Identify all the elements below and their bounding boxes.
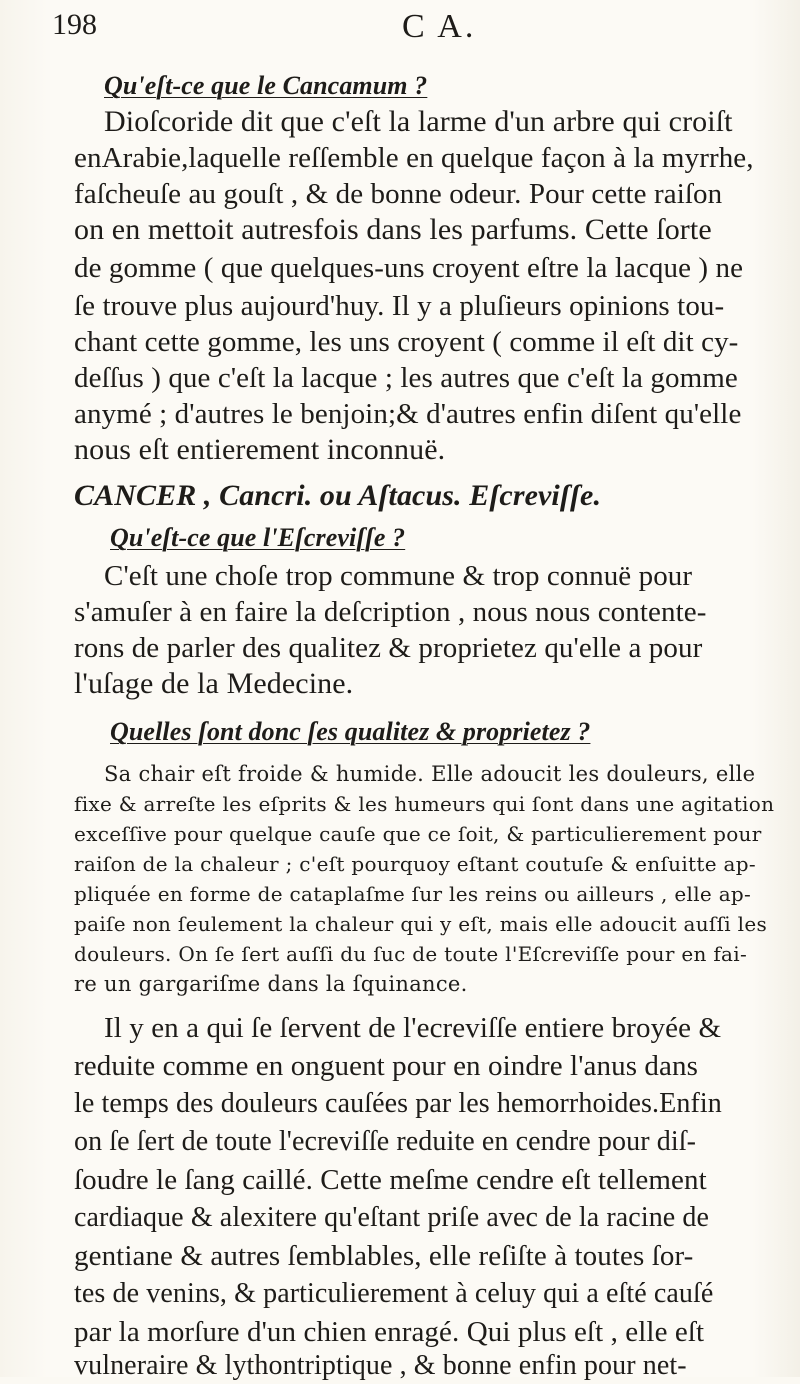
heading-qualitez-question: Quelles ſont donc ſes qualitez & proprietez ?: [110, 717, 591, 746]
small-text-line: paiſe non ſeulement la chaleur qui y eſt, mais elle adoucit auſſi les: [74, 912, 768, 936]
heading-cancamum-question: Qu'eſt-ce que le Cancamum ?: [104, 71, 428, 100]
heading-cancer: CANCER , Cancri. ou Aſtacus. Eſcreviſſe.: [74, 479, 602, 512]
heading-escrevisse-question: Qu'eſt-ce que l'Eſcreviſſe ?: [110, 523, 406, 552]
small-text-line: pliquée en forme de cataplaſme ſur les reins ou ailleurs , elle ap-: [74, 882, 752, 906]
text-line: anymé ; d'autres le benjoin;& d'autres enfin diſent qu'elle: [74, 398, 742, 430]
text-line: C'eſt une choſe trop commune & trop connuë pour: [104, 560, 693, 592]
text-line: Il y en a qui ſe ſervent de l'ecreviſſe entiere broyée &: [104, 1012, 722, 1044]
text-line: chant cette gomme, les uns croyent ( comme il eſt dit cy-: [74, 326, 739, 358]
text-line: vulneraire & lythontriptique , & bonne enfin pour net-: [74, 1350, 687, 1381]
small-text-line: fixe & arreſte les eſprits & les humeurs qui ſont dans une agitation: [74, 792, 775, 816]
text-line: on ſe ſert de toute l'ecreviſſe reduite en cendre pour diſ-: [74, 1126, 697, 1157]
text-line: ſoudre le ſang caillé. Cette meſme cendre eſt tellement: [74, 1164, 707, 1196]
text-line: on en mettoit autresfois dans les parfums. Cette ſorte: [74, 213, 712, 246]
text-line: nous eſt entierement inconnuë.: [74, 433, 446, 466]
text-line: Dioſcoride dit que c'eſt la larme d'un arbre qui croiſt: [104, 105, 733, 138]
small-text-line: re un gargariſme dans la ſquinance.: [74, 972, 468, 996]
text-line: faſcheuſe au gouſt , & de bonne odeur. Pour cette raiſon: [74, 178, 723, 210]
text-line: enArabie,laquelle reſſemble en quelque façon à la myrrhe,: [74, 142, 754, 174]
small-text-line: exceſſive pour quelque cauſe que ce ſoit, & particulierement pour: [74, 822, 762, 846]
text-line: l'uſage de la Medecine.: [74, 667, 354, 700]
text-line: de gomme ( que quelques-uns croyent eſtre la lacque ) ne: [74, 252, 744, 284]
text-line: le temps des douleurs cauſées par les hemorrhoides.Enfin: [74, 1088, 722, 1119]
small-text-line: Sa chair eſt froide & humide. Elle adoucit les douleurs, elle: [104, 762, 756, 786]
text-line: deſſus ) que c'eſt la lacque ; les autres que c'eſt la gomme: [74, 362, 738, 394]
page-number: 198: [52, 8, 97, 41]
text-line: cardiaque & alexitere qu'eſtant priſe avec de la racine de: [74, 1202, 710, 1233]
text-line: s'amuſer à en faire la deſcription , nous nous contente-: [74, 596, 707, 628]
text-line: ſe trouve plus aujourd'huy. Il y a pluſieurs opinions tou-: [74, 290, 725, 322]
text-line: gentiane & autres ſemblables, elle reſiſte à toutes ſor-: [74, 1240, 694, 1272]
text-line: reduite comme en onguent pour en oindre l'anus dans: [74, 1050, 698, 1082]
small-text-line: raiſon de la chaleur ; c'eſt pourquoy eſtant coutuſe & enſuitte ap-: [74, 852, 756, 876]
text-line: par la morſure d'un chien enragé. Qui plus eſt , elle eſt: [74, 1316, 705, 1348]
text-line: rons de parler des qualitez & proprietez qu'elle a pour: [74, 632, 703, 664]
running-title: C A.: [402, 8, 477, 45]
text-line: tes de venins, & particulierement à celuy qui a eſté cauſé: [74, 1278, 714, 1309]
small-text-line: douleurs. On ſe ſert auſſi du ſuc de toute l'Eſcreviſſe pour en fai-: [74, 942, 748, 966]
